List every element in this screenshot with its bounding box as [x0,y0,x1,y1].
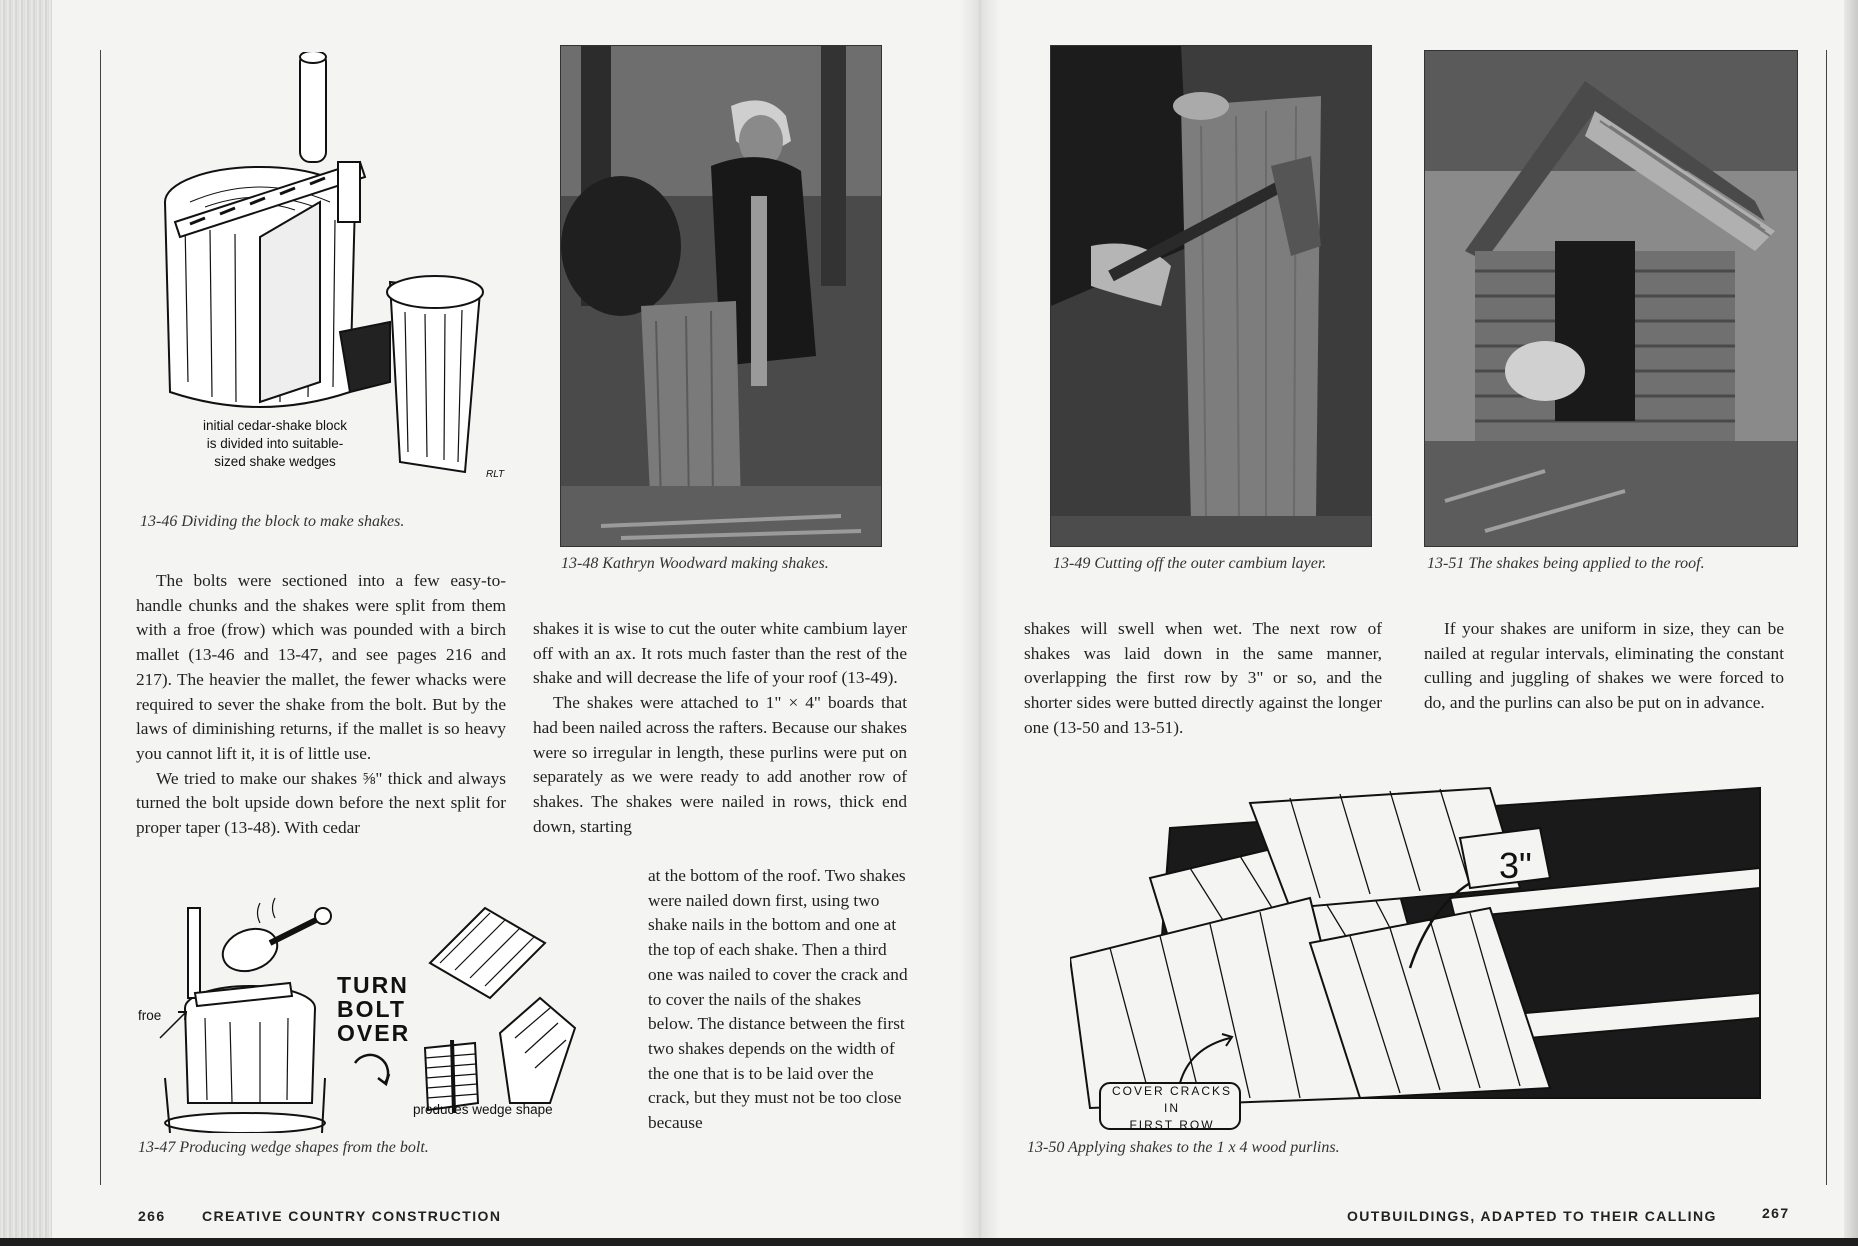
cover-line-2: FIRST ROW [1129,1118,1215,1132]
caption-13-51: 13-51 The shakes being applied to the roof. [1427,555,1705,572]
body-column-2 [533,617,907,839]
caption-13-48: 13-48 Kathryn Woodward making shakes. [561,555,829,572]
photo-13-48 [560,45,882,547]
body-column-2-continued [648,864,908,1136]
margin-rule-right [1826,50,1827,1185]
photo-13-51 [1424,50,1798,547]
photo-13-49 [1050,45,1372,547]
col2-paragraph-2: The shakes were attached to 1" × 4" boards that had been nailed across the rafters. Because our shakes were so irregular in length, these purlins were put on separately as we were ready to add another row of shakes. The shakes were nailed in rows, thick end down, starting [533,693,907,836]
illustration-13-46-label [170,417,380,471]
label-line-3: sized shake wedges [214,454,336,469]
caption-13-50: 13-50 Applying shakes to the 1 x 4 wood purlins. [1027,1139,1340,1156]
body-column-1 [136,569,506,841]
caption-13-46: 13-46 Dividing the block to make shakes. [140,513,405,530]
col1-paragraph-2: We tried to make our shakes ⅝" thick and always turned the bolt upside down before the next split for proper taper (13-48). With cedar [136,768,506,838]
photo-cabin-roof [1425,51,1797,546]
body-column-3 [1024,617,1382,741]
illustrator-signature: RLT [486,469,505,480]
col2-paragraph-1: shakes it is wise to cut the outer white cambium layer off with an ax. It rots much faster than the rest of the shake and will decrease the life of your roof (13-49). [533,619,907,688]
turn-word: TURN [337,972,409,998]
col2-paragraph-continued: at the bottom of the roof. Two shakes were nailed down first, using two shake nails in the bottom and one at the top of each shake. Then a third one was nailed to cover the crack and to cover the nails of the shakes below. The distance between the first two shakes depends on the width of the one that is to be laid over the crack, but they must not be too close because [648,866,908,1133]
book-gutter [960,0,1000,1246]
label-line-2: is divided into suitable- [206,436,344,451]
produces-wedge-label: produces wedge shape [413,1102,553,1117]
photo-cutting-cambium [1051,46,1371,546]
caption-13-49: 13-49 Cutting off the outer cambium layer. [1053,555,1327,572]
margin-rule-left [100,50,101,1185]
page-stack-edge [0,0,52,1246]
illustration-13-50 [1070,768,1770,1133]
page-number-right: 267 [1762,1205,1790,1221]
running-head-right: OUTBUILDINGS, ADAPTED TO THEIR CALLING [1347,1208,1717,1224]
roof-shakes-drawing [1070,768,1770,1133]
over-word: OVER [337,1020,411,1046]
col1-paragraph-1: The bolts were sectioned into a few easy-to-handle chunks and the shakes were split from them with a froe (frow) which was pounded with a birch mallet (13-46 and 13-47, and see pages 216 and 217). The heavier the mallet, the fewer whacks were required to sever the shake from the bolt. But by the laws of diminishing returns, if the mallet is so heavy you cannot lift it, it is of little use. [136,571,506,763]
froe-label: froe [138,1008,162,1023]
cover-cracks-label [1102,1083,1242,1134]
page-number-left: 266 [138,1208,166,1224]
body-column-4 [1424,617,1784,716]
bolt-word: BOLT [337,996,406,1022]
photo-woman-making-shakes [561,46,881,546]
turn-bolt-over-label [337,973,410,1045]
running-head-left: CREATIVE COUNTRY CONSTRUCTION [202,1208,502,1224]
col3-paragraph: shakes will swell when wet. The next row of shakes was laid down in the same manner, overlapping the first row by 3" or so, and the shorter sides were butted directly against the longer one (13-50 and 13-51). [1024,619,1382,737]
screen-bottom-bar [0,1238,1858,1246]
label-line-1: initial cedar-shake block [202,418,348,433]
three-inch-label: 3" [1499,845,1532,886]
caption-13-47: 13-47 Producing wedge shapes from the bolt. [138,1139,429,1156]
col4-paragraph: If your shakes are uniform in size, they can be nailed at regular intervals, eliminating the constant culling and juggling of shakes we were forced to do, and the purlins can also be put on in advance. [1424,619,1784,713]
page-edge-right [1844,0,1858,1246]
cover-line-1: COVER CRACKS IN [1111,1084,1233,1115]
